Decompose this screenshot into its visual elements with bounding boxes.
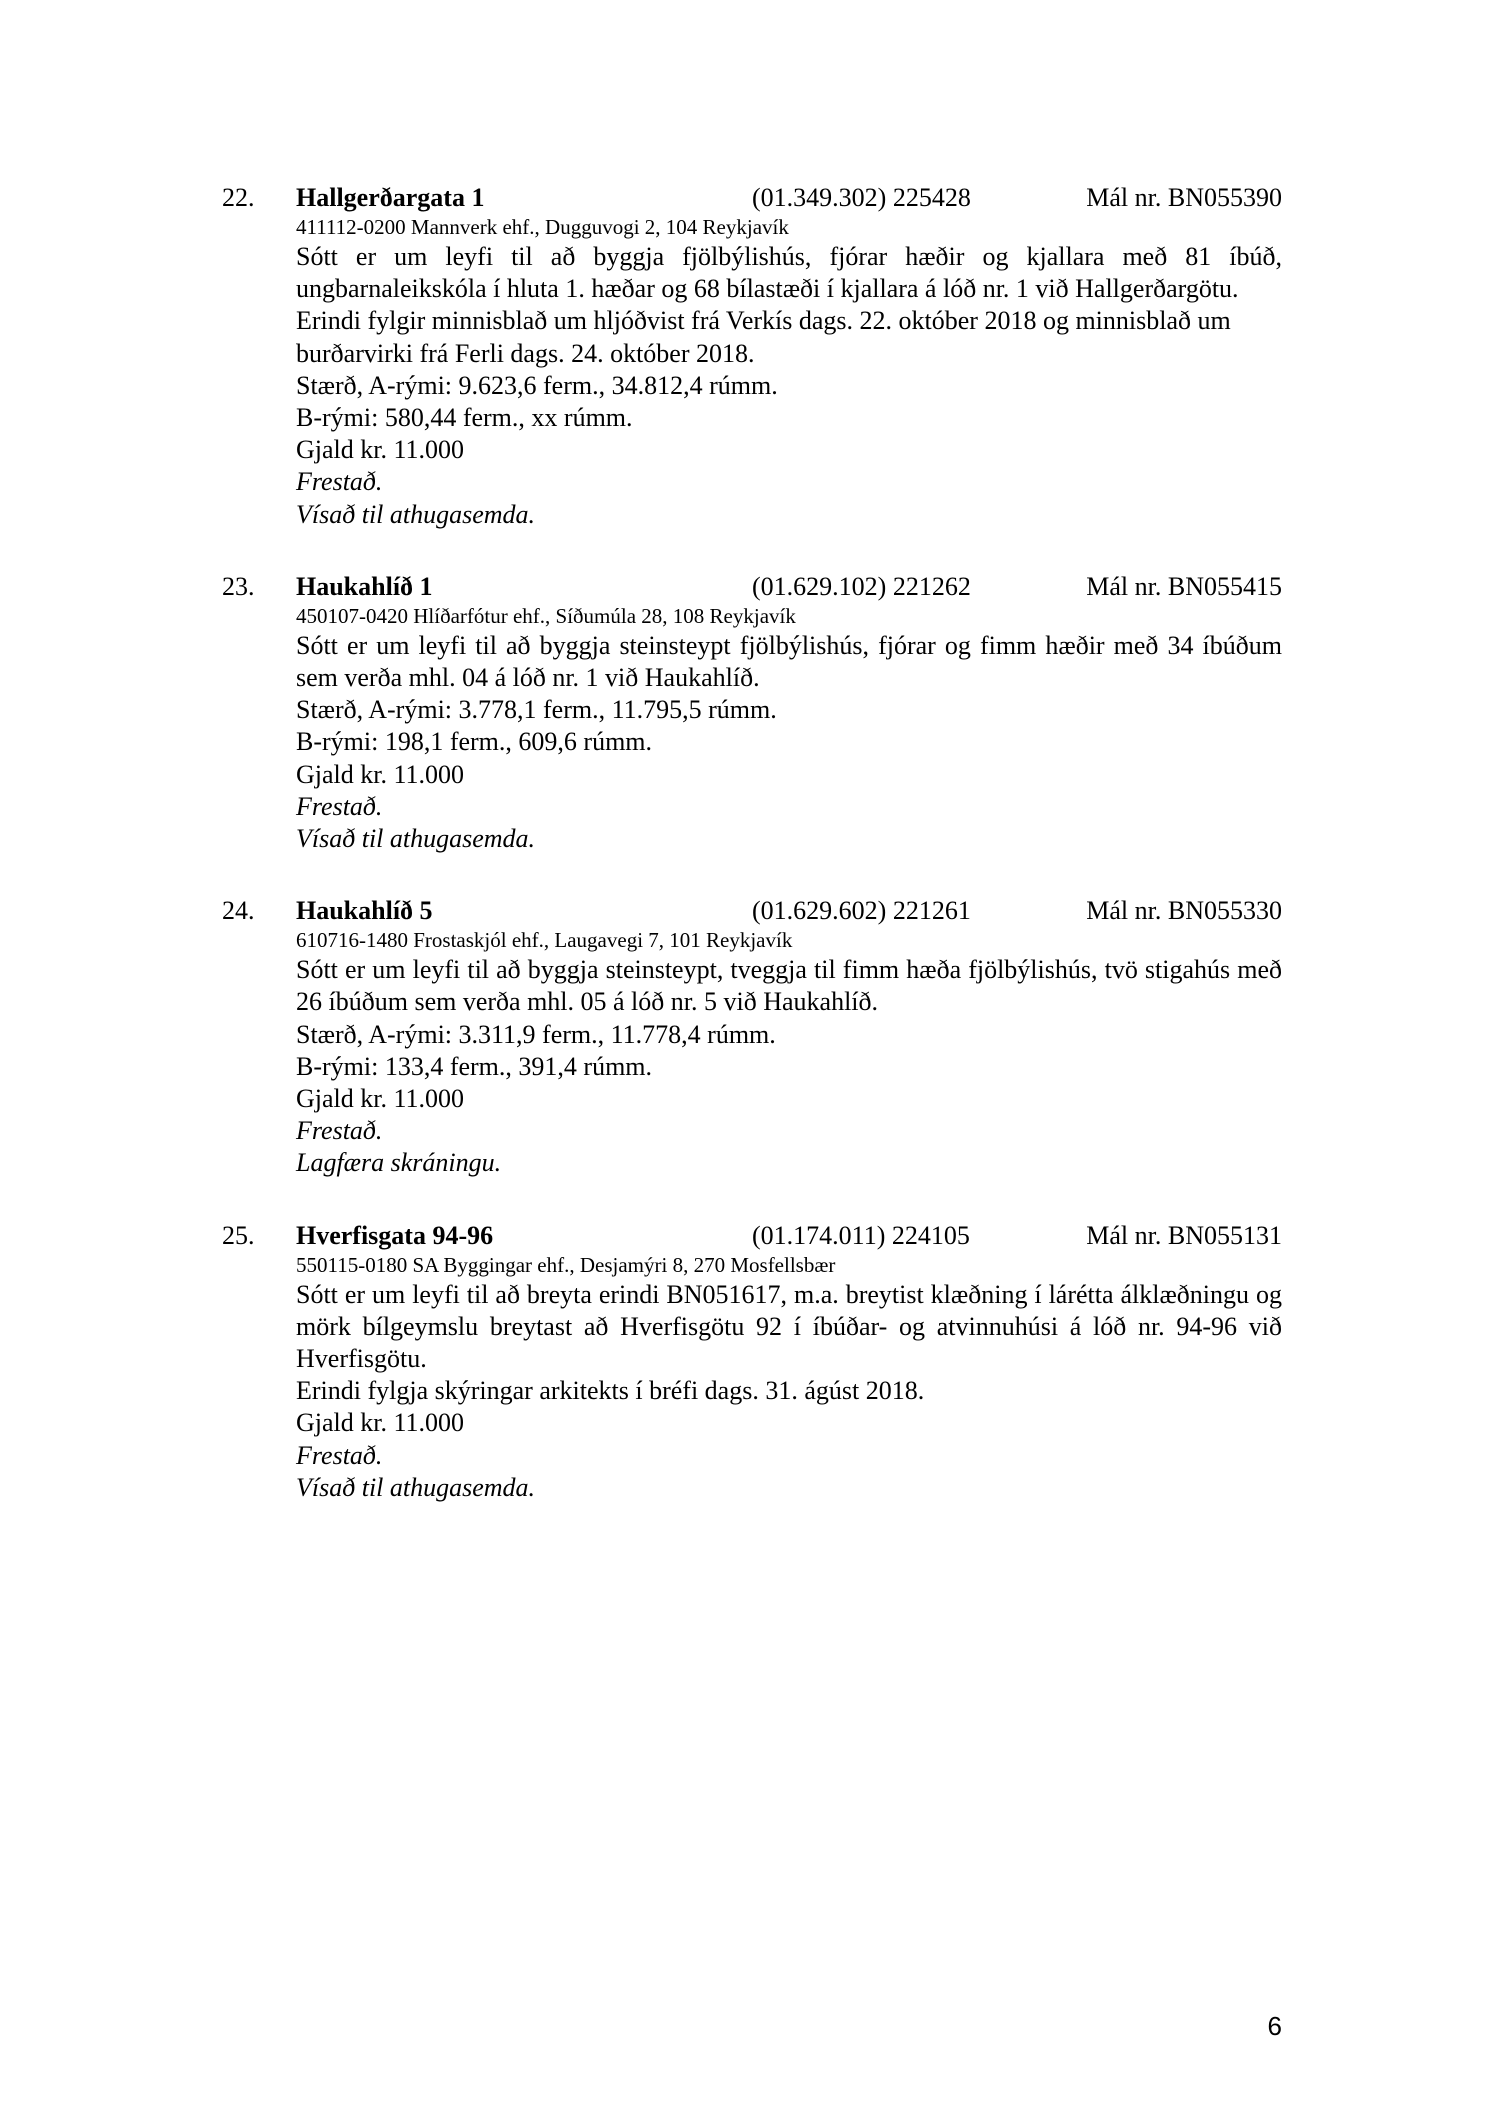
entry-description: Sótt er um leyfi til að byggja fjölbýlishús, fjórar hæðir og kjallara með 81 íbúð, ungbarnaleikskóla í hluta 1. hæðar og 68 bílastæði í kjallara á lóð nr. 1 við Hallgerðargötu. bbox=[296, 242, 1282, 304]
entry-note: Stærð, A-rými: 9.623,6 ferm., 34.812,4 rúmm. bbox=[296, 370, 778, 400]
entry-23 bbox=[222, 571, 1282, 855]
entry-applicant: 450107-0420 Hlíðarfótur ehf., Síðumúla 28, 108 Reykjavík bbox=[296, 603, 796, 628]
entry-header bbox=[296, 182, 1282, 214]
entry-address: Haukahlíð 1 bbox=[296, 571, 433, 601]
entry-lot-number: (01.349.302) 225428 bbox=[752, 183, 971, 212]
entry-decision: Lagfæra skráningu. bbox=[296, 1148, 502, 1178]
entry-body bbox=[296, 214, 1282, 531]
entry-applicant: 550115-0180 SA Byggingar ehf., Desjamýri 8, 270 Mosfellsbær bbox=[296, 1252, 836, 1277]
entry-address: Haukahlíð 5 bbox=[296, 896, 433, 926]
entry-body bbox=[296, 927, 1282, 1179]
entry-description: Sótt er um leyfi til að breyta erindi BN051617, m.a. breytist klæðning í lárétta álklæðningu og mörk bílgeymslu breytast að Hverfisgötu 92 í íbúðar- og atvinnuhúsi á lóð nr. 94-96 við Hverfisgötu. bbox=[296, 1279, 1282, 1374]
entry-address: Hverfisgata 94-96 bbox=[296, 1220, 494, 1250]
entry-header bbox=[296, 571, 1282, 603]
entry-number: 25. bbox=[222, 1220, 255, 1250]
entry-note: B-rými: 133,4 ferm., 391,4 rúmm. bbox=[296, 1051, 653, 1081]
entry-applicant: 610716-1480 Frostaskjól ehf., Laugavegi 7, 101 Reykjavík bbox=[296, 928, 793, 953]
entry-22 bbox=[222, 182, 1282, 531]
entry-body bbox=[296, 603, 1282, 855]
entry-number: 24. bbox=[222, 896, 255, 926]
entry-note: Erindi fylgja skýringar arkitekts í bréfi dags. 31. ágúst 2018. bbox=[296, 1376, 925, 1406]
entry-applicant: 411112-0200 Mannverk ehf., Dugguvogi 2, 104 Reykjavík bbox=[296, 215, 789, 239]
entry-number: 22. bbox=[222, 183, 255, 212]
entry-lot-number: (01.629.102) 221262 bbox=[752, 571, 971, 601]
entry-decision: Vísað til athugasemda. bbox=[296, 499, 536, 529]
entry-header bbox=[296, 895, 1282, 927]
entry-note: Stærð, A-rými: 3.311,9 ferm., 11.778,4 rúmm. bbox=[296, 1019, 776, 1049]
entry-note: B-rými: 580,44 ferm., xx rúmm. bbox=[296, 403, 633, 433]
entry-address: Hallgerðargata 1 bbox=[296, 183, 485, 212]
entry-decision: Vísað til athugasemda. bbox=[296, 1472, 536, 1502]
entry-decision: Frestað. bbox=[296, 1116, 383, 1146]
entry-case-number: Mál nr. BN055330 bbox=[1086, 896, 1282, 926]
entry-description: Sótt er um leyfi til að byggja steinsteypt, tveggja til fimm hæða fjölbýlishús, tvö stigahús með 26 íbúðum sem verða mhl. 05 á lóð nr. 5 við Haukahlíð. bbox=[296, 955, 1282, 1017]
entry-decision: Frestað. bbox=[296, 791, 383, 821]
entry-25 bbox=[222, 1220, 1282, 1504]
entry-case-number: Mál nr. BN055131 bbox=[1086, 1220, 1282, 1250]
entry-description: Sótt er um leyfi til að byggja steinsteypt fjölbýlishús, fjórar og fimm hæðir með 34 íbúðum sem verða mhl. 04 á lóð nr. 1 við Haukahlíð. bbox=[296, 630, 1282, 693]
entry-note: Gjald kr. 11.000 bbox=[296, 1084, 465, 1114]
entry-note: B-rými: 198,1 ferm., 609,6 rúmm. bbox=[296, 727, 653, 757]
entry-note: Erindi fylgir minnisblað um hljóðvist frá Verkís dags. 22. október 2018 og minnisblað um burðarvirki frá Ferli dags. 24. október 2018. bbox=[296, 306, 1231, 368]
entry-note: Gjald kr. 11.000 bbox=[296, 435, 465, 465]
entry-note: Gjald kr. 11.000 bbox=[296, 759, 465, 789]
entry-case-number: Mál nr. BN055415 bbox=[1086, 571, 1282, 601]
entry-24 bbox=[222, 895, 1282, 1179]
entry-lot-number: (01.629.602) 221261 bbox=[752, 896, 971, 926]
entry-body bbox=[296, 1252, 1282, 1504]
entry-decision: Vísað til athugasemda. bbox=[296, 824, 536, 854]
entry-decision: Frestað. bbox=[296, 467, 383, 497]
entry-decision: Frestað. bbox=[296, 1440, 383, 1470]
entry-number: 23. bbox=[222, 571, 255, 601]
entry-lot-number: (01.174.011) 224105 bbox=[752, 1220, 970, 1250]
page-number: 6 bbox=[1267, 2011, 1282, 2041]
entry-note: Stærð, A-rými: 3.778,1 ferm., 11.795,5 rúmm. bbox=[296, 695, 777, 725]
entry-case-number: Mál nr. BN055390 bbox=[1086, 183, 1282, 212]
entry-note: Gjald kr. 11.000 bbox=[296, 1408, 465, 1438]
document-entries bbox=[222, 182, 1282, 1544]
entry-header bbox=[296, 1220, 1282, 1252]
